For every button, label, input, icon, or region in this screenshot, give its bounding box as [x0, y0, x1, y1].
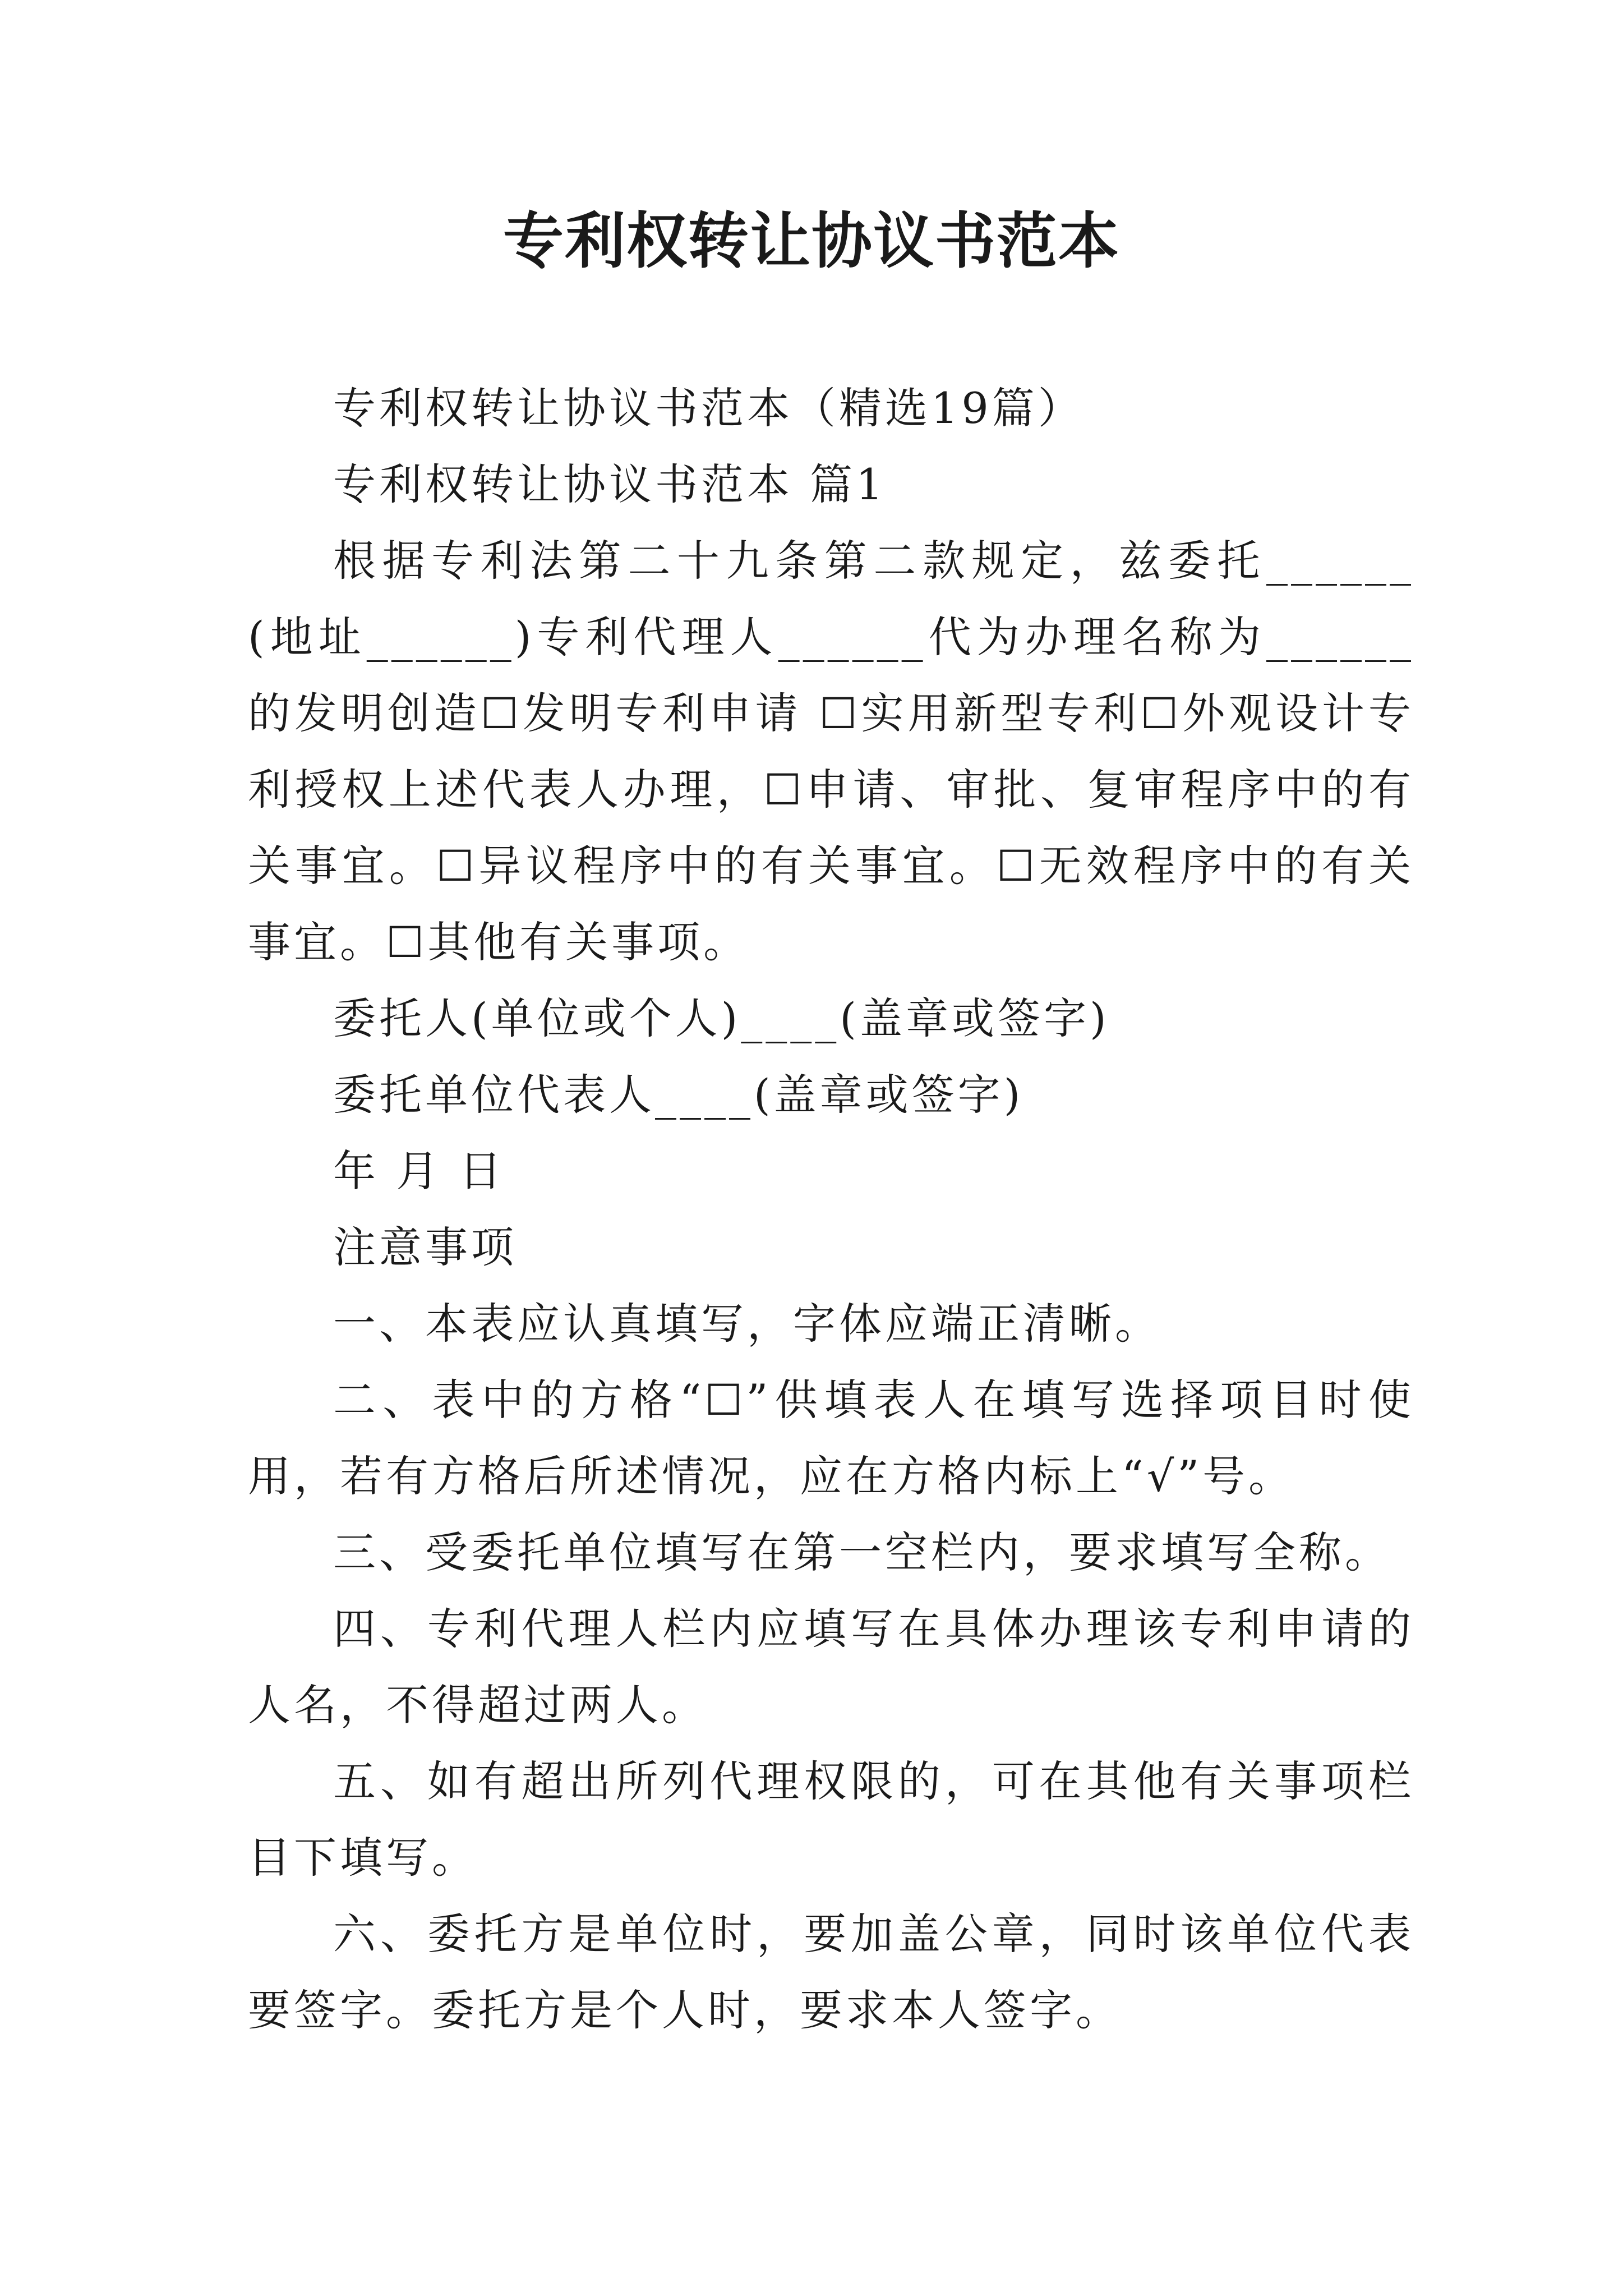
date-line: 年 月 日 — [333, 1146, 505, 1196]
subtitle-paragraph: 专利权转让协议书范本（精选19篇） — [333, 383, 1084, 433]
signature-line-representative: 委托单位代表人____(盖章或签字) — [333, 1070, 1024, 1120]
note-item: 一、本表应认真填写，字体应端正清晰。 — [333, 1299, 1161, 1349]
document-title: 专利权转让协议书范本 — [502, 206, 1120, 277]
note-item: 二、表中的方格“☐”供填表人在填写选择项目时使用，若有方格后所述情况，应在方格内标上“√”号。 — [248, 1375, 1414, 1501]
body-paragraph: 根据专利法第二十九条第二款规定，兹委托______(地址______)专利代理人______代为办理名称为______的发明创造☐发明专利申请 ☐实用新型专利☐外观设计专利授权上述代表人办理，☐申请、审批、复审程序中的有关事宜。☐异议程序中的有关事宜。☐无效程序中的有关事宜。☐其他有关事项。 — [248, 536, 1414, 967]
note-item: 四、专利代理人栏内应填写在具体办理该专利申请的人名，不得超过两人。 — [248, 1604, 1414, 1730]
note-item: 五、如有超出所列代理权限的，可在其他有关事项栏目下填写。 — [248, 1756, 1414, 1883]
notes-heading: 注意事项 — [333, 1222, 517, 1272]
signature-line-principal: 委托人(单位或个人)____(盖章或签字) — [333, 993, 1110, 1043]
note-item: 三、受委托单位填写在第一空栏内，要求填写全称。 — [333, 1527, 1391, 1577]
section-heading: 专利权转让协议书范本 篇1 — [333, 459, 887, 509]
note-item: 六、委托方是单位时，要加盖公章，同时该单位代表要签字。委托方是个人时，要求本人签字。 — [248, 1909, 1414, 2035]
document-body — [248, 370, 1414, 2049]
